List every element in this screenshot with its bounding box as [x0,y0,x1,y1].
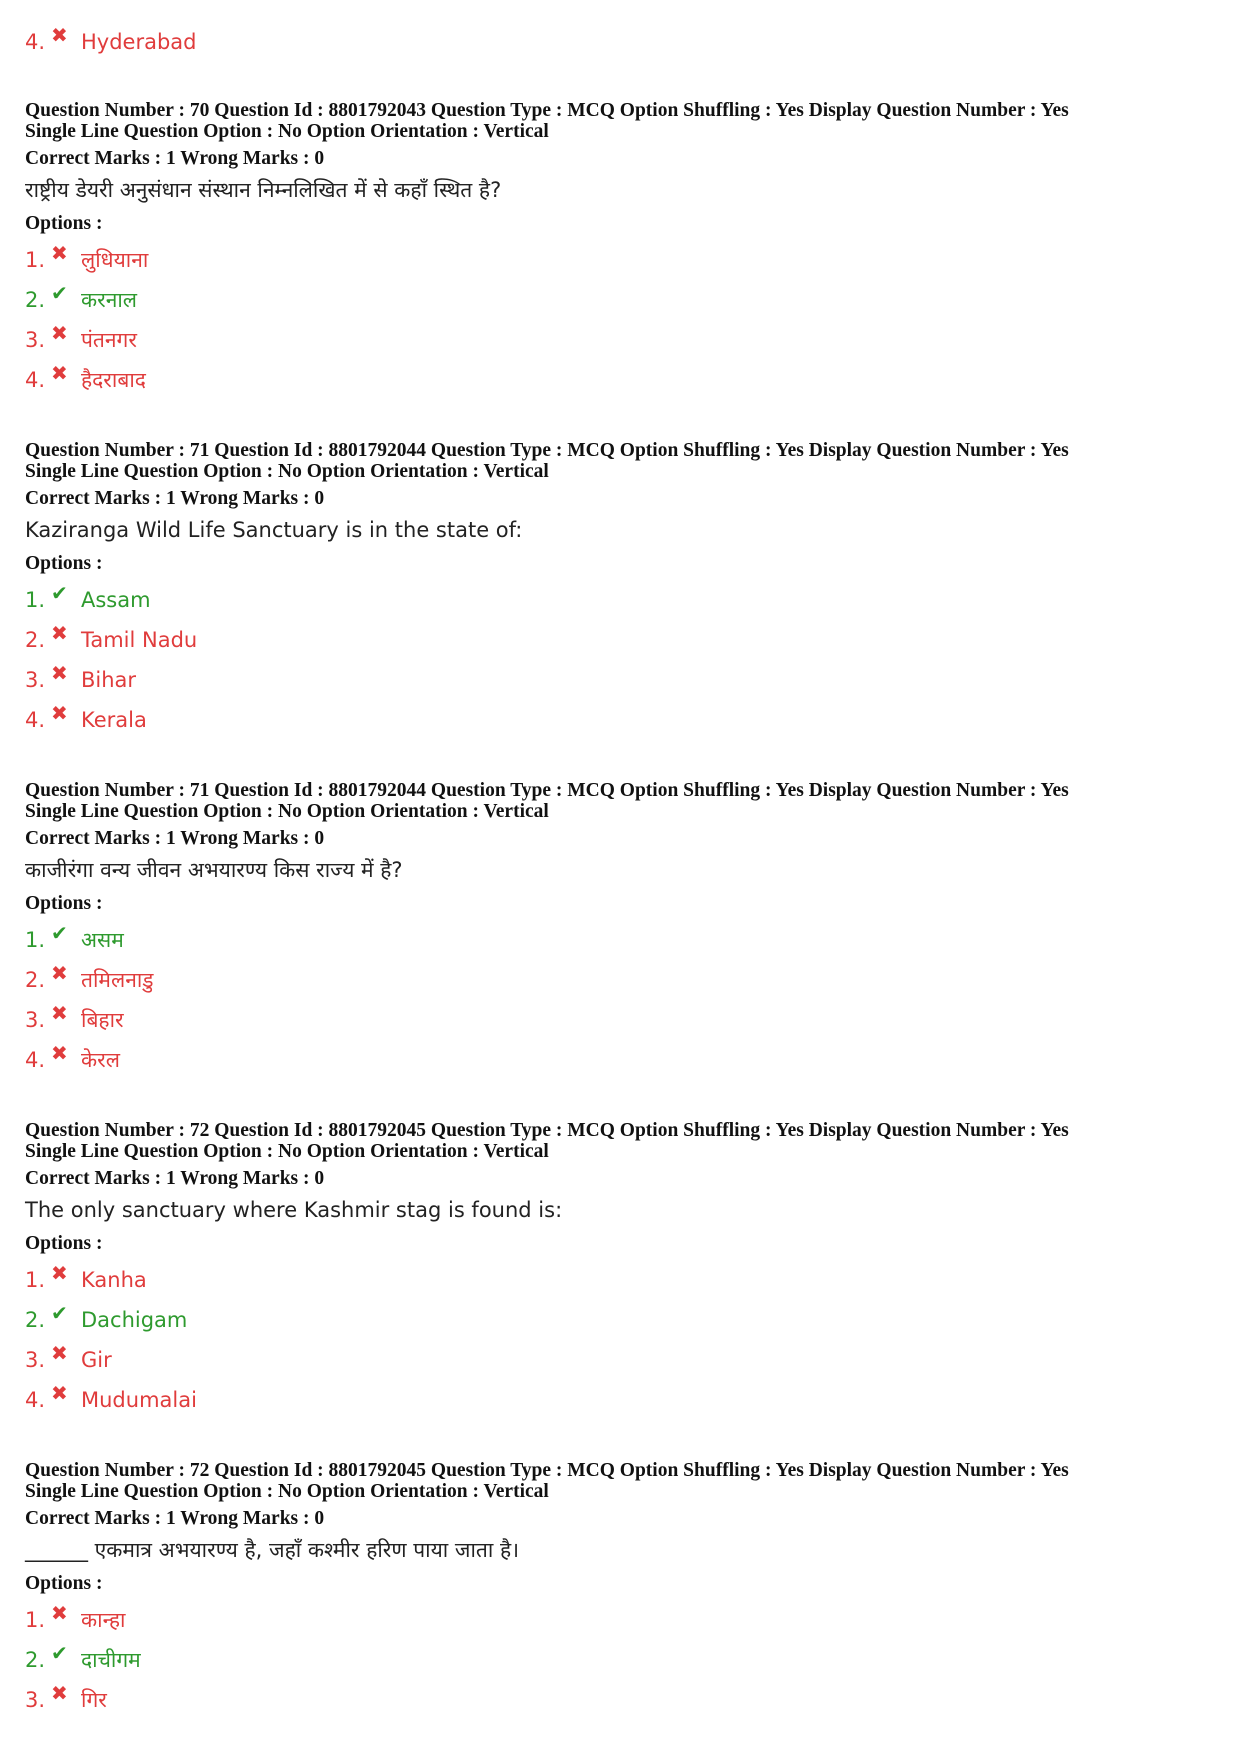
option-number: 3. [25,1008,46,1032]
option-text: पंतनगर [81,328,137,352]
option-number: 4. [25,708,46,732]
answer-key-page [25,22,1215,1720]
options-label: Options : [25,553,103,574]
check-icon: ✔ [51,281,68,305]
option-text: असम [81,928,124,952]
option-number: 4. [25,368,46,392]
cross-icon: ✖ [51,621,68,645]
option-text: Dachigam [81,1308,188,1332]
option-row [25,1340,1215,1380]
option-number: 4. [25,30,46,54]
options-label: Options : [25,893,103,914]
option-text: Gir [81,1348,112,1372]
question-block [25,100,1215,400]
option-number: 2. [25,288,46,312]
options-label: Options : [25,1233,103,1254]
check-icon: ✔ [51,921,68,945]
option-row [25,1260,1215,1300]
question-meta-line1: Question Number : 71 Question Id : 8801792044 Question Type : MCQ Option Shuffling : Yes Display Question Number : Yes [25,440,1069,461]
marks-line: Correct Marks : 1 Wrong Marks : 0 [25,1508,325,1529]
option-number: 3. [25,1348,46,1372]
option-text: गिर [81,1688,107,1712]
option-number: 4. [25,1048,46,1072]
question-meta-line1: Question Number : 71 Question Id : 8801792044 Question Type : MCQ Option Shuffling : Yes Display Question Number : Yes [25,780,1069,801]
option-number: 3. [25,328,46,352]
options-label: Options : [25,1573,103,1594]
option-text: हैदराबाद [81,368,146,392]
option-row [25,660,1215,700]
option-text: Bihar [81,668,137,692]
options-label: Options : [25,213,103,234]
option-row [25,1600,1215,1640]
option-number: 2. [25,968,46,992]
option-text: Hyderabad [81,30,197,54]
option-number: 3. [25,1688,46,1712]
option-row [25,240,1215,280]
option-number: 1. [25,928,46,952]
question-text: काजीरंगा वन्य जीवन अभयारण्य किस राज्य में है? [25,858,403,882]
question-meta-line1: Question Number : 72 Question Id : 8801792045 Question Type : MCQ Option Shuffling : Yes Display Question Number : Yes [25,1460,1069,1481]
question-text: राष्ट्रीय डेयरी अनुसंधान संस्थान निम्नलिखित में से कहाँ स्थित है? [25,178,502,202]
option-text: बिहार [81,1008,124,1032]
question-list [25,100,1215,1720]
option-row [25,1040,1215,1080]
option-row [25,1680,1215,1720]
marks-line: Correct Marks : 1 Wrong Marks : 0 [25,488,325,509]
option-text: कान्हा [81,1608,126,1632]
cross-icon: ✖ [51,661,68,685]
check-icon: ✔ [51,581,68,605]
check-icon: ✔ [51,1641,68,1665]
marks-line: Correct Marks : 1 Wrong Marks : 0 [25,148,325,169]
option-text: Kerala [81,708,147,732]
cross-icon: ✖ [51,1341,68,1365]
question-meta-line2: Single Line Question Option : No Option Orientation : Vertical [25,1141,549,1162]
option-text: केरल [81,1048,120,1072]
cross-icon: ✖ [51,1601,68,1625]
question-meta-line2: Single Line Question Option : No Option Orientation : Vertical [25,461,549,482]
option-text: Assam [81,588,151,612]
question-meta-line2: Single Line Question Option : No Option Orientation : Vertical [25,801,549,822]
cross-icon: ✖ [51,241,68,265]
cross-icon: ✖ [51,961,68,985]
option-number: 2. [25,1648,46,1672]
option-number: 1. [25,588,46,612]
cross-icon: ✖ [51,1261,68,1285]
question-meta-line2: Single Line Question Option : No Option Orientation : Vertical [25,121,549,142]
option-row [25,920,1215,960]
option-text: दाचीगम [81,1648,141,1672]
option-text: Mudumalai [81,1388,197,1412]
cross-icon: ✖ [51,1041,68,1065]
option-number: 3. [25,668,46,692]
option-row [25,1640,1215,1680]
question-meta-line1: Question Number : 72 Question Id : 8801792045 Question Type : MCQ Option Shuffling : Yes Display Question Number : Yes [25,1120,1069,1141]
option-text: लुधियाना [81,248,149,272]
option-row [25,1300,1215,1340]
option-number: 1. [25,1268,46,1292]
option-row [25,280,1215,320]
option-row [25,620,1215,660]
option-row [25,360,1215,400]
cross-icon: ✖ [51,23,68,47]
option-number: 2. [25,1308,46,1332]
cross-icon: ✖ [51,1001,68,1025]
question-text: ______ एकमात्र अभयारण्य है, जहाँ कश्मीर हरिण पाया जाता है। [25,1538,520,1562]
option-text: Tamil Nadu [81,628,198,652]
question-block [25,1120,1215,1420]
question-text: The only sanctuary where Kashmir stag is found is: [25,1198,563,1222]
cross-icon: ✖ [51,361,68,385]
option-row [25,320,1215,360]
question-meta-line1: Question Number : 70 Question Id : 8801792043 Question Type : MCQ Option Shuffling : Yes Display Question Number : Yes [25,100,1069,121]
option-text: करनाल [81,288,138,312]
question-block [25,1460,1215,1720]
option-row [25,960,1215,1000]
cross-icon: ✖ [51,1681,68,1705]
option-row [25,1000,1215,1040]
marks-line: Correct Marks : 1 Wrong Marks : 0 [25,828,325,849]
option-number: 4. [25,1388,46,1412]
option-row [25,580,1215,620]
option-number: 1. [25,1608,46,1632]
option-row [25,22,1215,62]
question-meta-line2: Single Line Question Option : No Option Orientation : Vertical [25,1481,549,1502]
cross-icon: ✖ [51,321,68,345]
cross-icon: ✖ [51,701,68,725]
option-row [25,700,1215,740]
question-text: Kaziranga Wild Life Sanctuary is in the state of: [25,518,523,542]
cross-icon: ✖ [51,1381,68,1405]
option-text: Kanha [81,1268,147,1292]
question-block [25,440,1215,740]
marks-line: Correct Marks : 1 Wrong Marks : 0 [25,1168,325,1189]
check-icon: ✔ [51,1301,68,1325]
option-row [25,1380,1215,1420]
previous-question-tail [25,22,1215,62]
option-number: 1. [25,248,46,272]
option-number: 2. [25,628,46,652]
option-text: तमिलनाडु [81,968,154,992]
question-block [25,780,1215,1080]
